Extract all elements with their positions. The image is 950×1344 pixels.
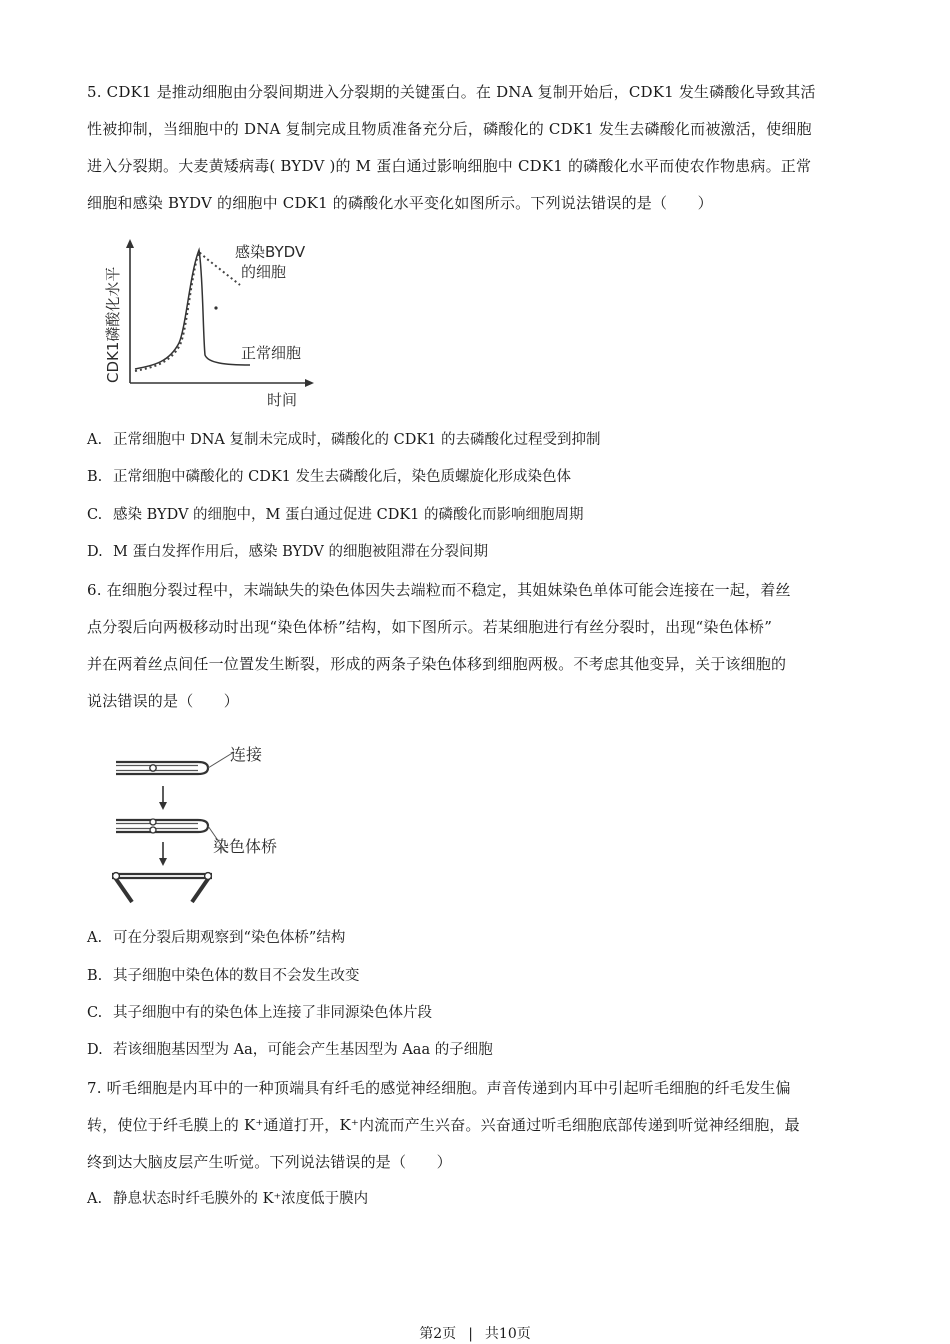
page-footer [0,1325,950,1343]
option-label: C. [87,507,103,523]
q5-line-3: 进入分裂期。大麦黄矮病毒( BYDV )的 M 蛋白通过影响细胞中 CDK1 的磷酸化水平而使农作物患病。正常 [87,157,812,175]
option-text: 感染 BYDV 的细胞中，M 蛋白通过促进 CDK1 的磷酸化而影响细胞周期 [113,507,584,523]
page-total: 共10页 [484,1326,531,1342]
q7-line-1: 7. 听毛细胞是内耳中的一种顶端具有纤毛的感觉神经细胞。声音传递到内耳中引起听毛细胞的纤毛发生偏 [87,1079,791,1097]
option-label: A. [87,432,103,448]
arrow-down-2-head [159,858,167,866]
option-text: 静息状态时纤毛膜外的 K⁺浓度低于膜内 [113,1191,369,1207]
q6-line-4: 说法错误的是（ ） [87,692,240,710]
q5-option-b[interactable] [87,467,571,487]
label-connect: 连接 [230,745,263,764]
chromosome-bridge [112,873,212,902]
footer-separator: | [468,1326,473,1342]
option-text: 正常细胞中磷酸化的 CDK1 发生去磷酸化后，染色质螺旋化形成染色体 [113,469,571,485]
label-normal: 正常细胞 [241,344,302,362]
infected-cell-curve [135,252,240,371]
cdk1-phosphorylation-figure [95,235,340,413]
q5-option-c[interactable] [87,505,583,525]
option-label: A. [87,1191,103,1207]
option-text: 其子细胞中染色体的数目不会发生改变 [113,968,360,984]
q6-option-b[interactable] [87,966,360,986]
option-text: M 蛋白发挥作用后，感染 BYDV 的细胞被阻滞在分裂间期 [113,544,488,560]
label-bridge: 染色体桥 [213,837,278,856]
option-text: 正常细胞中 DNA 复制未完成时，磷酸化的 CDK1 的去磷酸化过程受到抑制 [113,432,601,448]
q7-line-3: 终到达大脑皮层产生听觉。下列说法错误的是（ ） [87,1153,452,1171]
option-text: 其子细胞中有的染色体上连接了非同源染色体片段 [113,1005,432,1021]
option-label: C. [87,1005,103,1021]
q7-line-2: 转，使位于纤毛膜上的 K⁺通道打开，K⁺内流而产生兴奋。兴奋通过听毛细胞底部传递到听觉神经细胞，最 [87,1116,800,1134]
option-label: B. [87,968,103,984]
q6-option-d[interactable] [87,1040,493,1060]
q7-option-a[interactable] [87,1189,368,1209]
q6-line-1: 6. 在细胞分裂过程中，末端缺失的染色体因失去端粒而不稳定，其姐妹染色单体可能会连接在一起，着丝 [87,581,791,599]
q6-option-c[interactable] [87,1003,432,1023]
option-text: 可在分裂后期观察到“染色体桥”结构 [113,930,346,946]
chromosome-bridge-figure [108,740,298,908]
joined-chromatids [116,762,208,774]
q6-line-3: 并在两着丝点间任一位置发生断裂，形成的两条子染色体移到细胞两极。不考虑其他变异，关于该细胞的 [87,655,787,673]
q5-line-1: 5. CDK1 是推动细胞由分裂间期进入分裂期的关键蛋白。在 DNA 复制开始后，CDK1 发生磷酸化导致其活 [87,83,816,101]
q5-line-2: 性被抑制，当细胞中的 DNA 复制完成且物质准备充分后，磷酸化的 CDK1 发生去磷酸化而被激活，使细胞 [87,120,812,138]
option-label: A. [87,930,103,946]
label-infected-2: 的细胞 [241,263,287,281]
q5-option-d[interactable] [87,542,488,562]
page-number: 第2页 [419,1326,457,1342]
q5-option-a[interactable] [87,430,601,450]
y-axis-arrow [126,239,134,248]
split-centromere-chromatids [116,819,208,833]
q6-option-a[interactable] [87,928,345,948]
label-infected-1: 感染BYDV [235,243,306,261]
normal-cell-curve [135,250,250,369]
y-axis-label: CDK1磷酸化水平 [104,266,122,383]
option-label: D. [87,544,103,560]
option-text: 若该细胞基因型为 Aa，可能会产生基因型为 Aaa 的子细胞 [113,1042,493,1058]
arrow-down-1-head [159,802,167,810]
x-axis-label: 时间 [267,391,298,409]
x-axis-arrow [305,379,314,387]
q6-line-2: 点分裂后向两极移动时出现“染色体桥”结构，如下图所示。若某细胞进行有丝分裂时，出现“染色体桥” [87,618,773,636]
stray-dot [214,306,217,309]
option-label: D. [87,1042,103,1058]
option-label: B. [87,469,103,485]
q5-line-4: 细胞和感染 BYDV 的细胞中 CDK1 的磷酸化水平变化如图所示。下列说法错误的是（ ） [87,194,713,212]
